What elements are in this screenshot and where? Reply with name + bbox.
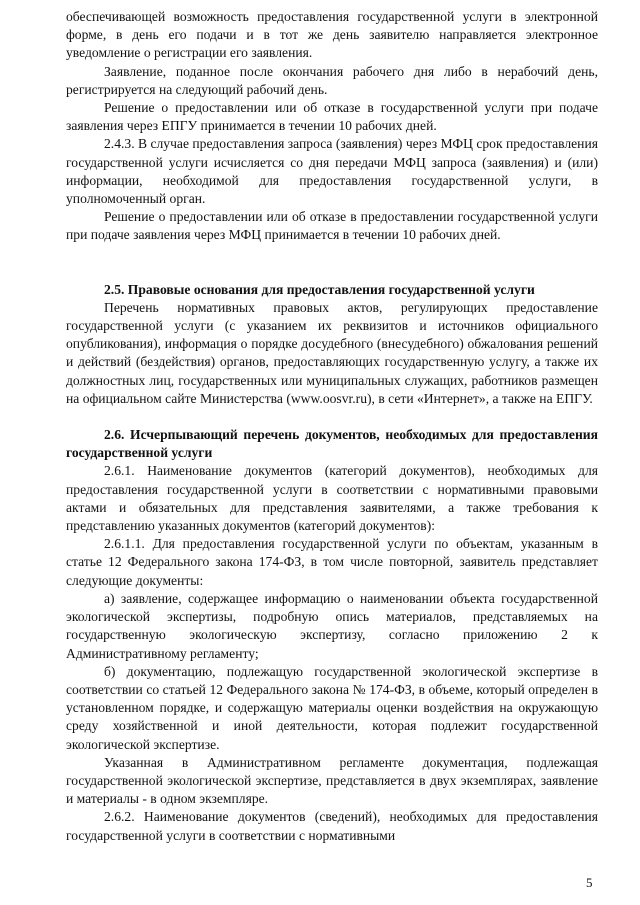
paragraph: Решение о предоставлении или об отказе в предоставлении государственной услуги при подаче заявления через МФЦ принимается в течении 10 рабочих дней. bbox=[66, 209, 598, 243]
spacer bbox=[66, 263, 598, 281]
paragraph: 2.6.2. Наименование документов (сведений), необходимых для предоставления государственной услуги в соответствии с нормативными bbox=[66, 809, 598, 843]
paragraph: б) документацию, подлежащую государственной экологической экспертизе в соответствии со статьей 12 Федерального закона № 174-ФЗ, в объеме, который определен в установленном порядке, и содержащую материалы оценки воздействия на окружающую среду хозяйственной и иной деятельности, которая подлежит государственной экологической экспертизе. bbox=[66, 663, 598, 752]
section-heading-2-5: 2.5. Правовые основания для предоставления государственной услуги bbox=[104, 281, 535, 297]
paragraph: обеспечивающей возможность предоставления государственной услуги в электронной форме, в день его подачи и в тот же день заявителю направляется электронное уведомление о регистрации его заявления. bbox=[66, 9, 598, 61]
paragraph: а) заявление, содержащее информацию о наименовании объекта государственной экологической экспертизы, подробную опись материалов, представляемых на государственную экологическую экспертизу, согласно приложению 2 к Административному регламенту; bbox=[66, 590, 598, 661]
paragraph: 2.6.1.1. Для предоставления государственной услуги по объектам, указанным в статье 12 Федерального закона 174-ФЗ, в том числе повторной, заявитель представляет следующие документы: bbox=[66, 536, 598, 588]
spacer bbox=[66, 408, 598, 426]
paragraph: 2.4.3. В случае предоставления запроса (заявления) через МФЦ срок предоставления государственной услуги исчисляется со дня передачи МФЦ запроса (заявления) и (или) информации, необходимой для предоставления государственной услуги, в уполномоченный орган. bbox=[66, 136, 598, 207]
paragraph: Заявление, поданное после окончания рабочего дня либо в нерабочий день, регистрируется на следующий рабочий день. bbox=[66, 63, 598, 97]
section-heading-2-6: 2.6. Исчерпывающий перечень документов, необходимых для предоставления государственной услуги bbox=[66, 427, 598, 461]
page-number: 5 bbox=[586, 875, 593, 890]
paragraph: Перечень нормативных правовых актов, регулирующих предоставление государственной услуги (с указанием их реквизитов и источников официального опубликования), информация о порядке досудебного (внесудебного) обжалования решений и действий (бездействия) органов, предоставляющих государственную услугу, а также их должностных лиц, государственных или муниципальных служащих, работников размещен на официальном сайте Министерства (www.oosvr.ru), в сети «Интернет», а также на ЕПГУ. bbox=[66, 299, 598, 406]
document-body bbox=[66, 8, 598, 845]
spacer bbox=[66, 245, 598, 263]
paragraph: Решение о предоставлении или об отказе в государственной услуги при подаче заявления через ЕПГУ принимается в течении 10 рабочих дней. bbox=[66, 100, 598, 134]
paragraph: 2.6.1. Наименование документов (категорий документов), необходимых для предоставления государственной услуги в соответствии с нормативными правовыми актами и обязательных для представления заявителями, а также требования к представлению указанных документов (категорий документов): bbox=[66, 463, 598, 534]
paragraph: Указанная в Административном регламенте документация, подлежащая государственной экологической экспертизе, представляется в двух экземплярах, заявление и материалы - в одном экземпляре. bbox=[66, 754, 598, 807]
